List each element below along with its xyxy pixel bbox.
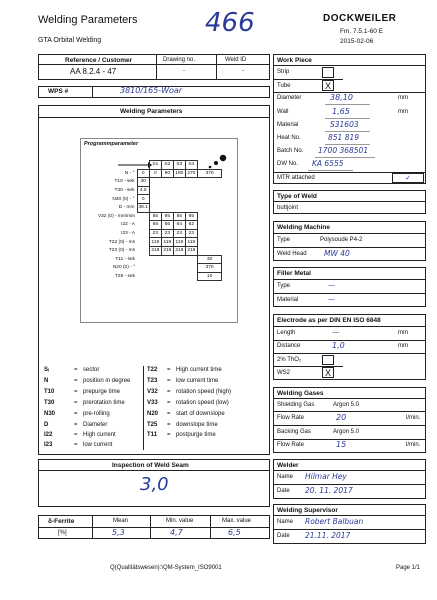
wps-value[interactable]: 3810/165-Woar xyxy=(120,86,183,95)
flow-rate-2-unit: l/min. xyxy=(406,442,421,448)
program-parameter-label: Programmparameter xyxy=(84,141,139,147)
filler-metal-title: Filler Metal xyxy=(277,270,311,277)
filler-material-value[interactable]: — xyxy=(328,295,335,303)
filler-material-label: Material xyxy=(277,297,299,303)
flow-rate-1-unit: l/min. xyxy=(406,415,421,421)
type-of-weld-title: Type of Weld xyxy=(277,193,317,200)
electrode-length-value[interactable]: — xyxy=(332,328,339,336)
param-row-t30: T30 - sek 4.5 xyxy=(84,186,222,195)
inspection-value[interactable]: 3,0 xyxy=(140,474,169,495)
supervisor-title: Welding Supervisor xyxy=(277,507,338,514)
footer-page: Page 1/1 xyxy=(396,565,421,571)
drawing-label: Drawing no. xyxy=(163,57,196,63)
sector-header: S1 xyxy=(149,161,161,170)
mtr-checkbox[interactable]: ✓ xyxy=(392,173,424,183)
weld-head-value[interactable]: MW 40 xyxy=(324,249,350,258)
batch-value[interactable]: 1700 368501 xyxy=(318,146,369,155)
weld-id-value: - xyxy=(242,68,244,74)
shielding-gas-label: Shielding Gas xyxy=(277,402,315,408)
ferrite-label: δ-Ferrite xyxy=(48,518,75,525)
ferrite-max-value[interactable]: 6,5 xyxy=(228,528,241,537)
welder-name-value[interactable]: Hilmar Hey xyxy=(305,472,347,481)
electrode-length-unit: mm xyxy=(398,330,408,336)
heat-value[interactable]: 851 819 xyxy=(328,133,360,142)
electrode-distance-unit: mm xyxy=(398,343,408,349)
param-row-t10: T10 - sek 30 xyxy=(84,178,222,187)
ferrite-unit: [%] xyxy=(58,530,67,536)
reference-value: AA 8.2.4 - 47 xyxy=(70,67,117,76)
flow-rate-2-label: Flow Rate xyxy=(277,442,305,448)
form-code: Fm. 7.5.1-60 E xyxy=(340,28,383,35)
ws2-label: WS2 xyxy=(277,370,291,376)
dw-label: DW No. xyxy=(277,161,298,167)
dw-value[interactable]: KA 6555 xyxy=(312,159,344,168)
brand-logo: DOCKWEILER xyxy=(323,13,397,24)
flow-rate-1-label: Flow Rate xyxy=(277,415,305,421)
filler-type-value[interactable]: — xyxy=(328,281,335,289)
diameter-unit: mm xyxy=(398,95,408,101)
param-row-n: N - ° 0 0 90 180 270 370 xyxy=(84,169,222,178)
backing-gas-value: Argon 5.0 xyxy=(333,429,360,435)
ferrite-mean-value[interactable]: 5,3 xyxy=(112,528,125,537)
thoria-label: 2% ThO₂ xyxy=(277,357,302,363)
handwritten-doc-number: 466 xyxy=(205,8,255,38)
param-row-i22: I22 - A 68 66 64 62 xyxy=(84,221,222,230)
filler-type-label: Type xyxy=(277,283,291,289)
param-row-i23: I23 - A 23 23 23 23 xyxy=(84,229,222,238)
param-row-v32: V32 (0) - mm/min 85 85 85 85 xyxy=(84,212,222,221)
welder-date-value[interactable]: 20. 11. 2017 xyxy=(305,486,353,495)
type-of-weld-value: buttjoint xyxy=(277,205,299,211)
ws2-checkbox[interactable]: X xyxy=(322,367,334,378)
sector-header: S2 xyxy=(161,161,173,170)
electrode-length-label: Length xyxy=(277,330,296,336)
sector-header: S4 xyxy=(185,161,197,170)
ferrite-min-label: Min. value xyxy=(166,518,194,524)
machine-type-value: Polysoude P4-2 xyxy=(320,237,363,243)
tube-label: Tube xyxy=(277,83,291,89)
weld-id-label: Weld ID xyxy=(225,57,247,63)
supervisor-name-label: Name xyxy=(277,519,294,525)
work-piece-title: Work Piece xyxy=(277,57,312,64)
wall-unit: mm xyxy=(398,109,408,115)
reference-label: Reference / Customer xyxy=(65,57,133,64)
backing-gas-label: Backing Gas xyxy=(277,429,312,435)
supervisor-name-value[interactable]: Robert Balbuan xyxy=(305,517,364,526)
program-parameter-table xyxy=(84,160,222,281)
thoria-checkbox[interactable] xyxy=(322,355,334,365)
electrode-distance-value[interactable]: 1,0 xyxy=(332,341,345,350)
param-row-t11: T11 - sek 30 xyxy=(84,255,222,264)
ferrite-max-label: Max. value xyxy=(222,518,252,524)
wps-label: WPS # xyxy=(48,88,69,95)
mtr-label: MTR attached xyxy=(277,175,315,181)
param-row-d: D - mm 38.1 xyxy=(118,205,148,211)
supervisor-date-value[interactable]: 21.11. 2017 xyxy=(305,531,351,540)
welder-title: Welder xyxy=(277,462,299,469)
param-row-t22: T22 (0) - ms 119 119 119 119 xyxy=(84,238,222,247)
diameter-value[interactable]: 38,10 xyxy=(330,93,353,102)
tube-checkbox[interactable]: X xyxy=(322,80,334,91)
param-row-t23: T23 (0) - ms 218 218 218 218 xyxy=(108,248,196,254)
diameter-label: Diameter xyxy=(277,95,302,101)
wall-label: Wall xyxy=(277,109,289,115)
sector-header: S3 xyxy=(173,161,185,170)
footer-path: Q(Qualitätswesen):\QM-System_ISO9001 xyxy=(110,565,222,571)
flow-rate-1-value[interactable]: 20 xyxy=(336,413,347,422)
form-subtitle: GTA Orbital Welding xyxy=(38,37,102,44)
wall-value[interactable]: 1,65 xyxy=(332,107,350,116)
form-title: Welding Parameters xyxy=(38,14,138,26)
form-date: 2015-02-06 xyxy=(340,38,374,45)
strip-label: Strip xyxy=(277,69,290,75)
flow-rate-2-value[interactable]: 15 xyxy=(336,440,347,449)
welder-date-label: Date xyxy=(277,488,290,494)
heat-label: Heat No. xyxy=(277,135,301,141)
electrode-title: Electrode as per DIN EN ISO 6848 xyxy=(277,317,381,324)
drawing-value: - xyxy=(183,68,185,74)
supervisor-date-label: Date xyxy=(277,533,290,539)
param-row-n30: N30 (0) - ° 0 xyxy=(84,195,222,204)
ferrite-min-value[interactable]: 4,7 xyxy=(170,528,183,537)
welder-name-label: Name xyxy=(277,474,294,480)
welding-gases-title: Welding Gases xyxy=(277,390,324,397)
strip-checkbox[interactable] xyxy=(322,67,334,78)
ferrite-mean-label: Mean xyxy=(113,518,129,524)
inspection-title: Inspection of Weld Seam xyxy=(112,462,189,469)
weld-head-label: Weld Head xyxy=(277,251,307,257)
machine-type-label: Type xyxy=(277,237,291,243)
welding-parameters-title: Welding Parameters xyxy=(120,108,183,115)
material-label: Material xyxy=(277,122,299,128)
param-row-t25: T25 - sek 10 xyxy=(84,272,222,281)
electrode-distance-label: Distance xyxy=(277,343,301,349)
material-value[interactable]: S31603 xyxy=(330,120,359,129)
shielding-gas-value: Argon 5.0 xyxy=(333,402,360,408)
param-row-n20: N20 (0) - ° 370 xyxy=(84,264,222,273)
welding-machine-title: Welding Machine xyxy=(277,224,330,231)
batch-label: Batch No. xyxy=(277,148,304,154)
